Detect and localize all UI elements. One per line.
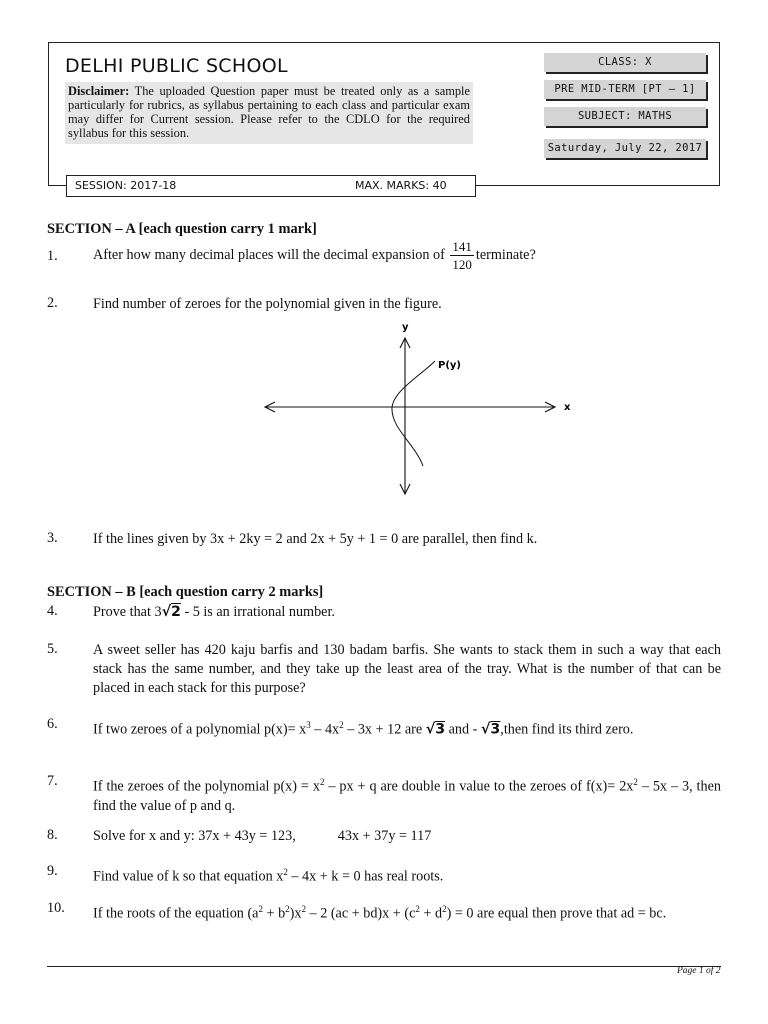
q10-part-a: If the roots of the equation (a — [93, 905, 259, 922]
q4-radicand: 2 — [171, 604, 181, 620]
q9-part-b: – 4x + k = 0 has real roots. — [287, 868, 444, 885]
session-label: SESSION: 2017-18 — [75, 179, 177, 192]
q4-after: - 5 is an irrational number. — [180, 604, 335, 620]
q10-part-c: )x — [289, 905, 302, 922]
q4-before: Prove that 3 — [93, 604, 162, 620]
q7-text — [93, 773, 721, 816]
section-b-title: SECTION – B [each question carry 2 marks] — [47, 584, 324, 600]
disclaimer — [65, 82, 473, 144]
q3-text: If the lines given by 3x + 2ky = 2 and 2x + 5y + 1 = 0 are parallel, then find k. — [93, 531, 538, 547]
q1-number: 1. — [47, 248, 58, 264]
q6-part-c: – 3x + 12 are — [343, 721, 426, 738]
q6-part-a: If two zeroes of a polynomial p(x)= x — [93, 721, 307, 738]
q10-sup-1: 2 — [258, 904, 263, 914]
q1-frac-num: 141 — [452, 239, 472, 254]
q7-sup-2: 2 — [633, 777, 638, 787]
q10-part-b: + b — [262, 905, 286, 922]
exam-tag: PRE MID-TERM [PT – 1] — [544, 80, 706, 99]
max-marks-label: MAX. MARKS: 40 — [355, 179, 447, 192]
q7-number: 7. — [47, 773, 58, 789]
disclaimer-label: Disclaimer: — [68, 84, 130, 98]
q8-equation-2: 43x + 37y = 117 — [337, 828, 432, 844]
class-tag: CLASS: X — [544, 53, 706, 72]
q3-number: 3. — [47, 530, 58, 546]
q9-part-a: Find value of k so that equation x — [93, 868, 284, 885]
q9-text — [93, 863, 721, 887]
q6-part-d: and - — [445, 721, 481, 738]
q6-sup-2: 2 — [339, 720, 344, 730]
q8-equation-1: Solve for x and y: 37x + 43y = 123, — [93, 828, 296, 844]
q7-part-b: – px + q are double in value to the zeroes of f(x)= 2x — [324, 778, 634, 795]
polynomial-curve — [392, 361, 435, 466]
q1-fraction — [450, 238, 474, 273]
subject-tag: SUBJECT: MATHS — [544, 107, 706, 126]
q10-text — [93, 900, 721, 924]
sqrt-symbol: √3 — [425, 721, 446, 738]
q2-number: 2. — [47, 295, 58, 311]
q4-text — [93, 603, 721, 622]
q7-sup-1: 2 — [319, 777, 325, 787]
q5-text: A sweet seller has 420 kaju barfis and 130 badam barfis. She wants to stack them in such a way that each stack has the same number, and they take up the least area of the tray. What is the number of that can be placed in each stack for this purpose? — [93, 642, 721, 696]
page-number: Page 1 of 2 — [677, 966, 721, 976]
date-tag: Saturday, July 22, 2017 — [544, 139, 706, 158]
q6-part-e: ,then find its third zero. — [500, 721, 634, 738]
q10-sup-3: 2 — [301, 904, 306, 914]
q6-root-2: 3 — [490, 721, 501, 738]
curve-label: P(y) — [438, 360, 461, 371]
q10-sup-4: 2 — [415, 904, 420, 914]
q9-sup-1: 2 — [283, 867, 288, 877]
q2-text: Find number of zeroes for the polynomial given in the figure. — [93, 296, 442, 312]
footer-rule — [47, 966, 721, 967]
session-bar — [66, 175, 476, 197]
q1-text-before: After how many decimal places will the decimal expansion of — [93, 246, 449, 263]
sqrt-symbol: √2 — [161, 604, 181, 620]
q4-number: 4. — [47, 603, 58, 619]
q8-number: 8. — [47, 827, 58, 843]
disclaimer-text: The uploaded Question paper must be treated only as a sample particularly for rubrics, as syllabus pertaining to each class and particular exam may differ for Current session. Please refer to the CDLO for the required syllabus for this session. — [68, 84, 470, 140]
q10-part-e: + d — [419, 905, 443, 922]
q6-number: 6. — [47, 716, 58, 732]
y-axis-label: y — [402, 322, 409, 333]
q10-sup-5: 2 — [442, 904, 447, 914]
q6-text — [93, 716, 721, 740]
q7-part-c: – 5x – 3, then find the value of p and q. — [93, 778, 721, 814]
q7-part-a: If the zeroes of the polynomial p(x) = x — [93, 778, 320, 795]
sqrt-symbol: √3 — [480, 721, 501, 738]
polynomial-graph — [255, 316, 585, 501]
q1-text — [93, 238, 721, 273]
q1-text-after: terminate? — [475, 246, 536, 263]
q10-part-d: – 2 (ac + bd)x + (c — [306, 905, 416, 922]
q5-number: 5. — [47, 641, 58, 657]
q10-number: 10. — [47, 900, 65, 916]
x-axis-label: x — [564, 402, 571, 413]
q6-sup-1: 3 — [306, 720, 311, 730]
section-a-title: SECTION – A [each question carry 1 mark] — [47, 221, 317, 237]
q1-frac-den: 120 — [452, 257, 472, 272]
q6-root-1: 3 — [435, 721, 446, 738]
q6-part-b: – 4x — [310, 721, 340, 738]
school-name: DELHI PUBLIC SCHOOL — [65, 55, 288, 77]
q9-number: 9. — [47, 863, 58, 879]
q8-text — [93, 827, 721, 846]
q10-part-f: ) = 0 are equal then prove that ad = bc. — [446, 905, 667, 922]
q10-sup-2: 2 — [285, 904, 290, 914]
